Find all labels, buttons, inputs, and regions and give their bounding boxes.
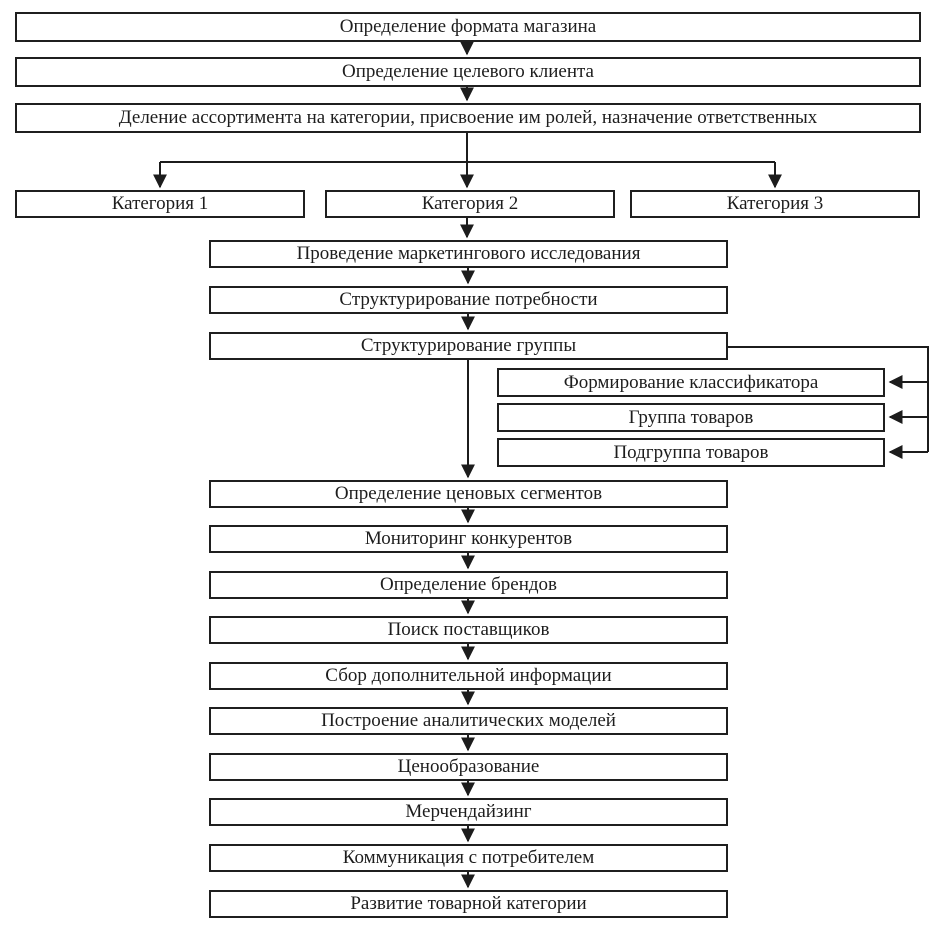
box-divide-assortment: Деление ассортимента на категории, присвоение им ролей, назначение ответственных bbox=[15, 103, 921, 133]
box-supplier-search: Поиск поставщиков bbox=[209, 616, 728, 644]
box-classifier-formation: Формирование классификатора bbox=[497, 368, 885, 397]
box-brand-definition: Определение брендов bbox=[209, 571, 728, 599]
box-consumer-communication: Коммуникация с потребителем bbox=[209, 844, 728, 872]
box-category-3: Категория 3 bbox=[630, 190, 920, 218]
box-define-store-format: Определение формата магазина bbox=[15, 12, 921, 42]
classifier-branch-line bbox=[727, 347, 928, 452]
box-marketing-research: Проведение маркетингового исследования bbox=[209, 240, 728, 268]
box-competitor-monitoring: Мониторинг конкурентов bbox=[209, 525, 728, 553]
box-category-1: Категория 1 bbox=[15, 190, 305, 218]
box-need-structuring: Структурирование потребности bbox=[209, 286, 728, 314]
box-analytical-models: Построение аналитических моделей bbox=[209, 707, 728, 735]
box-product-group: Группа товаров bbox=[497, 403, 885, 432]
box-group-structuring: Структурирование группы bbox=[209, 332, 728, 360]
box-pricing: Ценообразование bbox=[209, 753, 728, 781]
box-merchandising: Мерчендайзинг bbox=[209, 798, 728, 826]
box-additional-information: Сбор дополнительной информации bbox=[209, 662, 728, 690]
box-product-subgroup: Подгруппа товаров bbox=[497, 438, 885, 467]
box-define-target-client: Определение целевого клиента bbox=[15, 57, 921, 87]
box-category-development: Развитие товарной категории bbox=[209, 890, 728, 918]
box-price-segments: Определение ценовых сегментов bbox=[209, 480, 728, 508]
box-category-2: Категория 2 bbox=[325, 190, 615, 218]
